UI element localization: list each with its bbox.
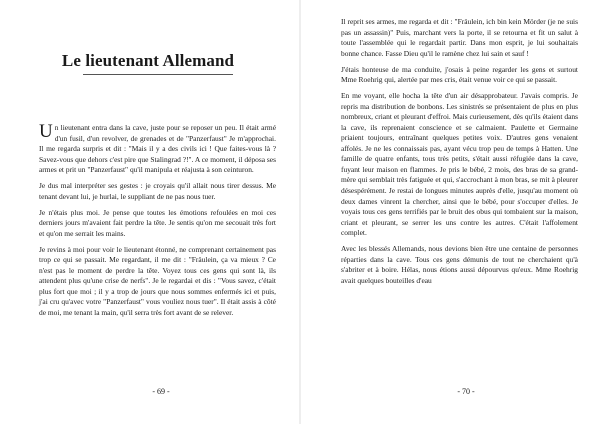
page-number: - 70 -	[457, 387, 475, 396]
paragraph: En me voyant, elle hocha la tête d'un air désapprobateur. J'avais compris. Je repris ma distribution de bonbons. Les sinistrés se présentaient de plus en plus nombreux, criant et pleurant d'effroi. Mais curieusement, dès qu'ils étaient dans la cave, ils reprenaient conscience et se calmaient. Paulette et Germaine priaient toujours, entraînant quelques petites voix. D'autres gens venaient affolés. Je ne les connaissais pas, ayant vécu trop peu de temps à Hatten. Une famille de quatre enfants, tous très petits, s'était aussi réfugiée dans la cave, fuyant leur maison en flammes. Je pris le bébé, 2 mois, des bras de sa grand-mère qui semblait très fatiguée et qui, s'accrochant à mon bras, se mit à pleurer désespérément. Je restai de longues minutes auprès d'elle, jusqu'au moment où deux dames vinrent la chercher, ainsi que le bébé, pour s'occuper d'elles. Je voyais tous ces gens terrifiés par le bruit des obus qui tombaient sur la maison, criant et pleurant, se serrer les uns contre les autres. C'était l'affolement complet.	[341, 91, 578, 238]
left-page-text	[39, 123, 276, 324]
paragraph-text: n lieutenant entra dans la cave, juste pour se reposer un peu. Il était armé d'un fusil, d'un revolver, de grenades et de "Panzerfaust" Je m'approchai. Il me regarda surpris et dit : "Mais il y a des civils ici ! Que faites-vous là ? Savez-vous que dehors c'est pire que Stalingrad ?!". A ce moment, il déposa ses armes et prit un "Panzerfaust" qu'il manipula et réajusta à son ceinturon.	[39, 123, 276, 175]
paragraph: Je revins à moi pour voir le lieutenant étonné, ne comprenant certainement pas trop ce qui se passait. Me regardant, il me dit : "Fräulein, ça va mieux ? Ce n'est pas le moment de perdre la tête. Voyez tous ces gens qui sont là, ils attendent plus qu'une crise de nerfs". Je le regardai et dis : "Vous savez, c'était plus fort que moi ; il y a trop de jours que nous sommes enfermés ici et puis, j'ai cru qu'avec votre "Panzerfaust" vous vouliez nous tuer". Il était assis à côté de moi, me tenant la main, qu'il serra très fort avant de se relever.	[39, 244, 276, 317]
right-page	[300, 0, 600, 424]
chapter-title: Le lieutenant Allemand	[61, 51, 235, 70]
paragraph: J'étais honteuse de ma conduite, j'osais à peine regarder les gens et surtout Mme Roehrig qui, alertée par mes cris, était venue voir ce qui se passait.	[341, 64, 578, 85]
paragraph: Je dus mal interpréter ses gestes : je croyais qu'il allait nous tirer dessus. Me tenant devant lui, je hurlai, le suppliant de ne pas nous tuer.	[39, 181, 276, 201]
paragraph	[39, 123, 276, 176]
title-underline	[83, 74, 233, 75]
paragraph: Avec les blessés Allemands, nous devions bien être une centaine de personnes réparties dans la cave. Tous ces gens démunis de tout ne cherchaient qu'à s'abriter et à boire. Hélas, nous étions aussi dépourvus qu'eux. Mme Roehrig avait quelques bouteilles d'eau	[341, 244, 578, 285]
right-page-text	[341, 17, 578, 292]
drop-cap: U	[39, 121, 53, 142]
paragraph: Il reprit ses armes, me regarda et dit : "Fräulein, ich bin kein Mörder (je ne suis pas un assassin)" Puis, marchant vers la porte, il se retourna et fit un salut à toute l'assemblée qui le regardait partir. Dans mon esprit, je lui souhaitais bonne chance. Fasse Dieu qu'il le ramène chez lui sain et sauf !	[341, 17, 578, 58]
paragraph: Je n'étais plus moi. Je pense que toutes les émotions refoulées en moi ces derniers jours m'avaient fait perdre la tête. Je sentis qu'on me secouait très fort et qu'on me serrait les mains.	[39, 207, 276, 238]
page-number: - 69 -	[152, 387, 170, 396]
